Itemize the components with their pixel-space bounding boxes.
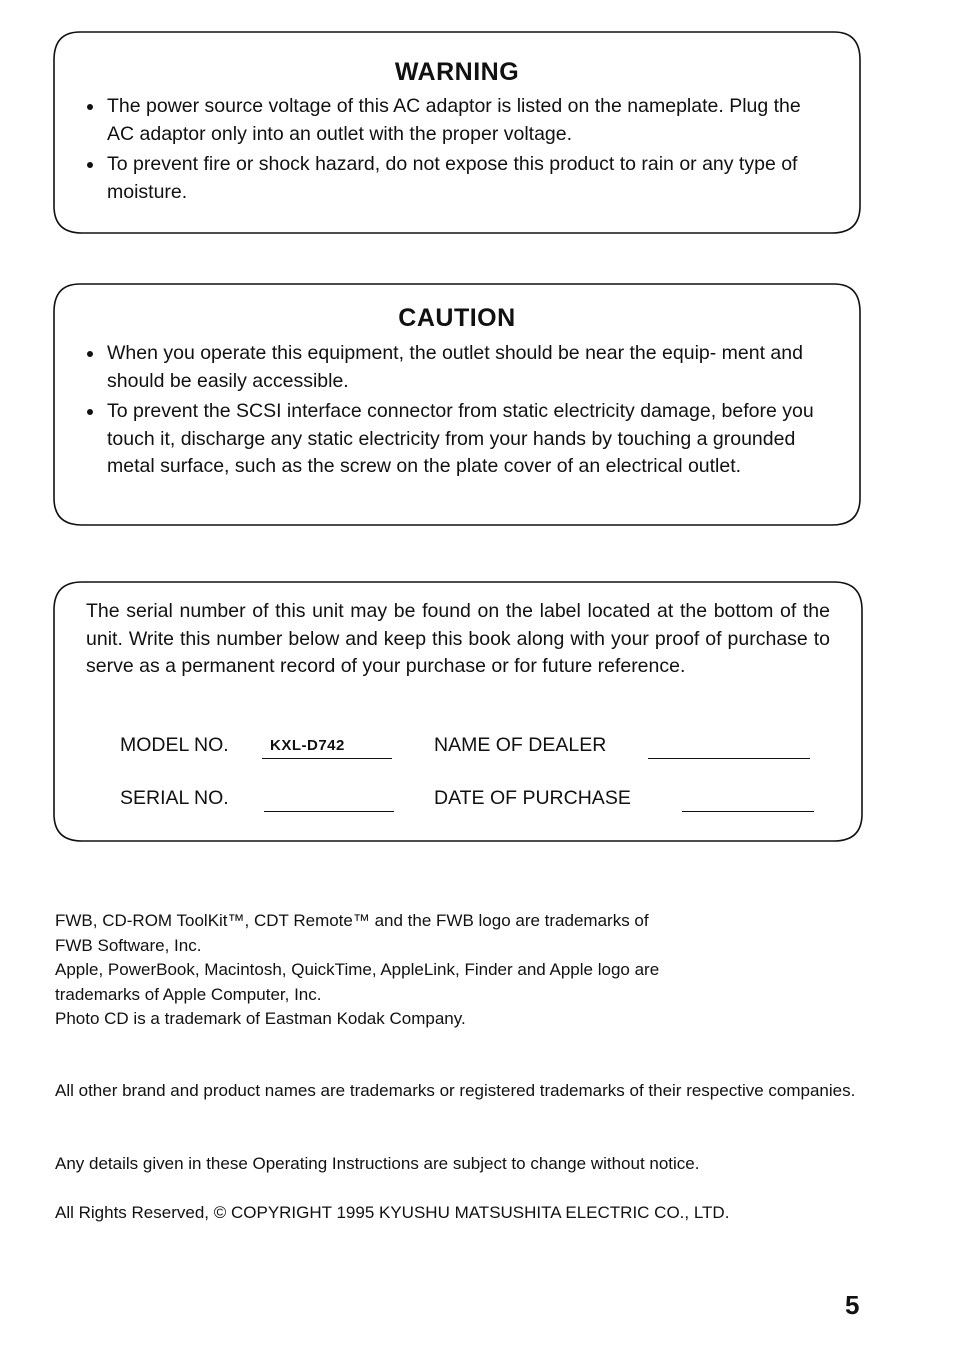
model-value: KXL-D742 (270, 737, 345, 754)
warning-title: WARNING (394, 58, 520, 86)
bullet-icon (87, 351, 93, 357)
warning-list (84, 93, 832, 209)
bullet-icon (87, 104, 93, 110)
date-label: DATE OF PURCHASE (434, 787, 631, 809)
caution-box (52, 282, 862, 528)
record-box (52, 580, 862, 844)
caution-item: To prevent the SCSI interface connector from static electricity damage, before you touch it, discharge any static electricity from your hands by touching a grounded metal surface, such as the screw on the plate cover of an electrical outlet. (84, 398, 832, 481)
trademark-line: trademarks of Apple Computer, Inc. (55, 984, 322, 1004)
page-number: 5 (845, 1290, 860, 1320)
dealer-label: NAME OF DEALER (434, 734, 607, 756)
serial-instructions: The serial number of this unit may be found on the label located at the bottom of the unit. Write this number below and keep this book along with your proof of purchase to serve as a permanent record of your purchase or for future reference. (86, 600, 830, 677)
date-field (434, 787, 631, 810)
warning-box (52, 30, 862, 236)
caution-item: When you operate this equipment, the outlet should be near the equip- ment and should be easily accessible. (84, 340, 832, 395)
copyright-notice: All Rights Reserved, © COPYRIGHT 1995 KYUSHU MATSUSHITA ELECTRIC CO., LTD. (55, 1203, 730, 1222)
bullet-icon (87, 162, 93, 168)
caution-title: CAUTION (398, 304, 516, 332)
bullet-icon (87, 409, 93, 415)
serial-input[interactable] (264, 787, 394, 813)
warning-item: To prevent fire or shock hazard, do not expose this product to rain or any type of moisture. (84, 151, 832, 206)
trademark-line: Photo CD is a trademark of Eastman Kodak Company. (55, 1009, 466, 1028)
date-input[interactable] (682, 787, 814, 813)
trademark-notice (55, 909, 863, 1032)
model-field (120, 734, 229, 757)
serial-underline (264, 811, 394, 812)
trademark-line: FWB, CD-ROM ToolKit™, CDT Remote™ and the FWB logo are trademarks of (55, 911, 649, 930)
dealer-input[interactable] (648, 734, 810, 760)
serial-field (120, 787, 229, 810)
trademark-line: Apple, PowerBook, Macintosh, QuickTime, AppleLink, Finder and Apple logo are (55, 960, 660, 979)
serial-label: SERIAL NO. (120, 787, 229, 809)
dealer-underline (648, 758, 810, 759)
other-trademarks: All other brand and product names are trademarks or registered trademarks of their respective companies. (55, 1081, 856, 1100)
caution-list (84, 340, 832, 484)
warning-item: The power source voltage of this AC adaptor is listed on the nameplate. Plug the AC adaptor only into an outlet with the proper voltage. (84, 93, 832, 148)
model-value-field (262, 734, 392, 760)
change-notice: Any details given in these Operating Instructions are subject to change without notice. (55, 1154, 700, 1173)
model-label: MODEL NO. (120, 734, 229, 756)
date-underline (682, 811, 814, 812)
dealer-field (434, 734, 606, 757)
trademark-line: FWB Software, Inc. (55, 935, 202, 955)
model-underline (262, 758, 392, 759)
